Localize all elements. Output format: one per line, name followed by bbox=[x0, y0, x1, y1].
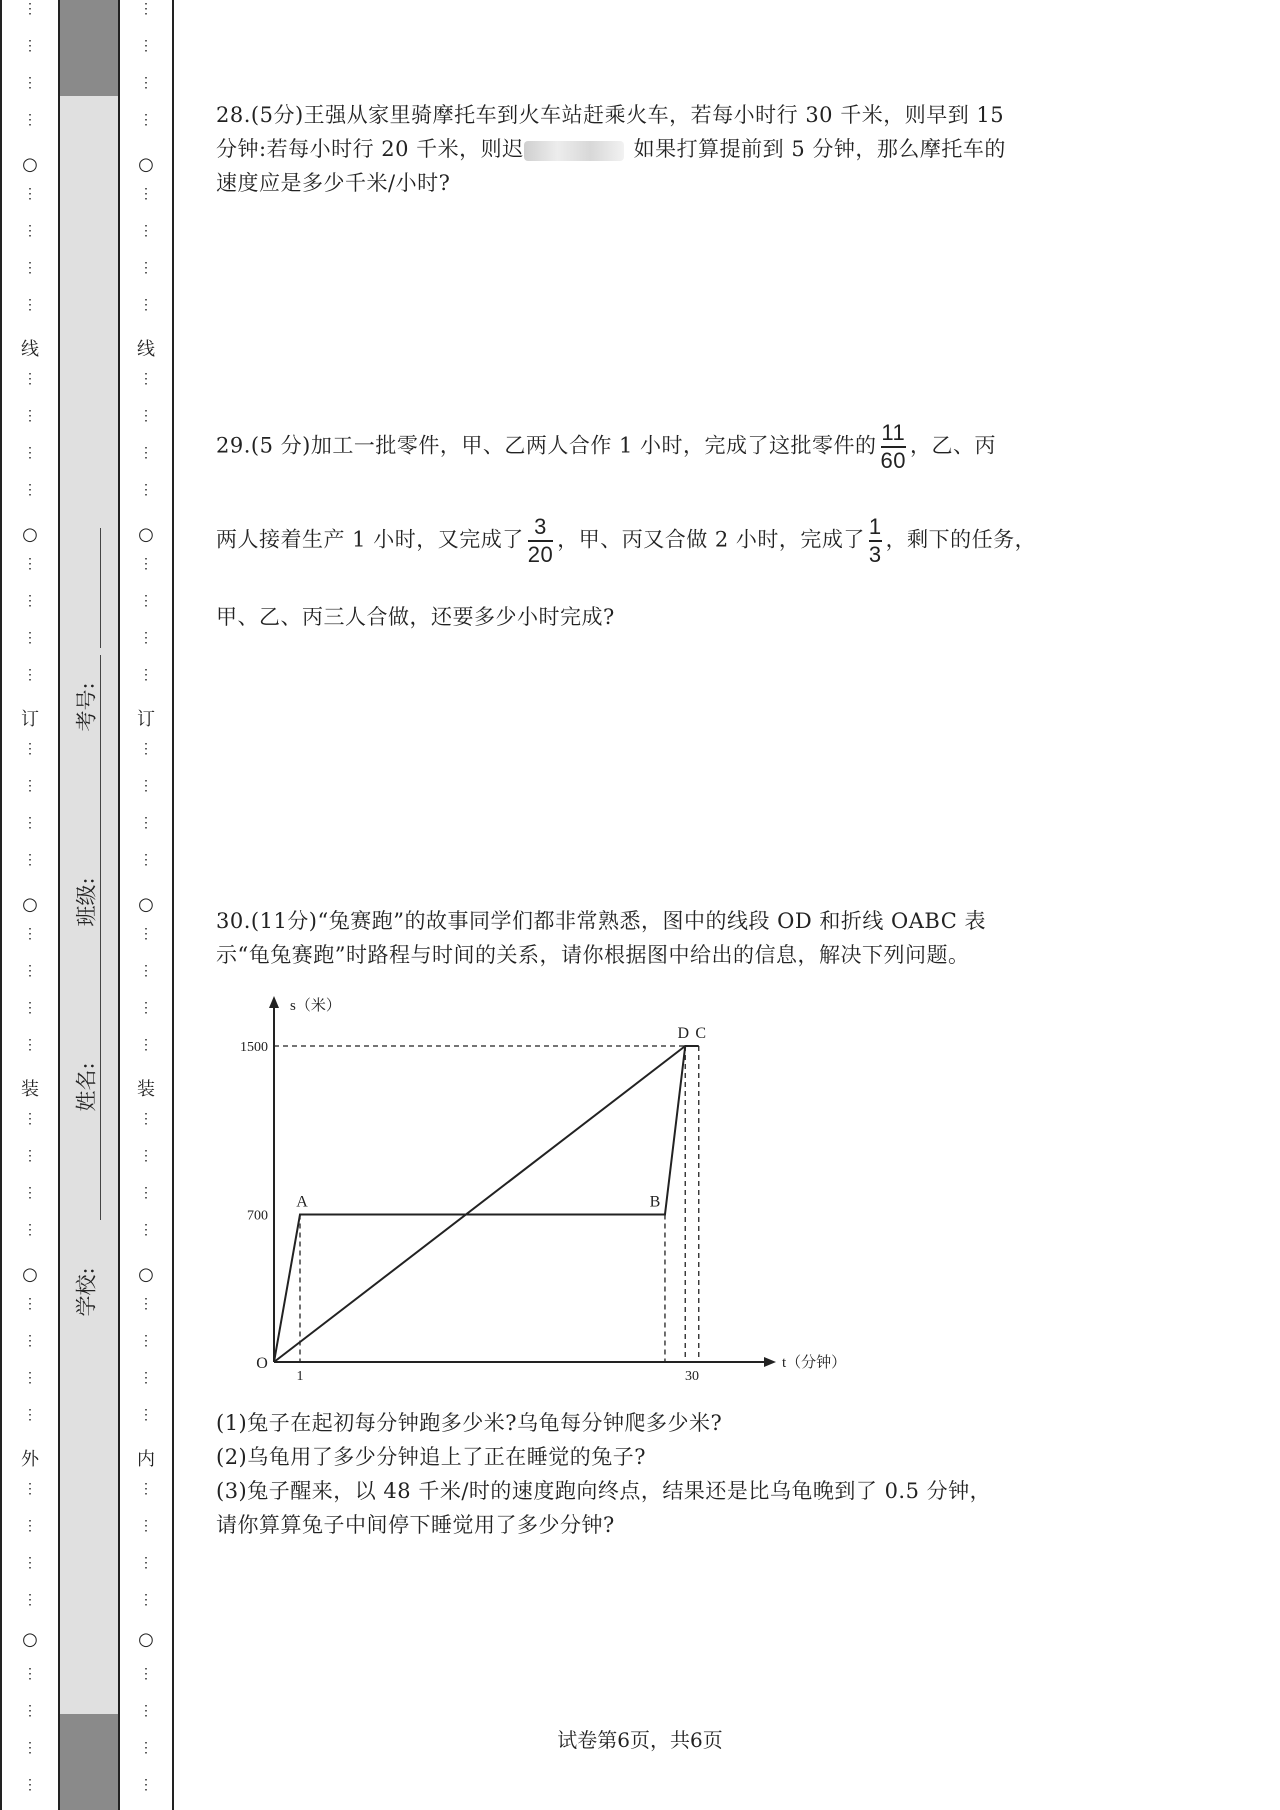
frac-num: 1 bbox=[868, 514, 882, 539]
margin-dots: ⋮ bbox=[23, 1185, 37, 1201]
q30-line2: 示“龟兔赛跑”时路程与时间的关系，请你根据图中给出的信息，解决下列问题。 bbox=[216, 943, 970, 967]
question-28 bbox=[216, 98, 1066, 200]
margin-dots: ⋮ bbox=[23, 1666, 37, 1682]
margin-label-0: 线 bbox=[137, 339, 155, 360]
q28-line2 bbox=[216, 132, 1066, 166]
margin-dots: ⋮ bbox=[23, 1037, 37, 1053]
q30-sub1: (1)兔子在起初每分钟跑多少米?乌龟每分钟爬多少米? bbox=[216, 1411, 723, 1435]
margin-dots: ⋮ bbox=[139, 1333, 153, 1349]
margin-dots: ⋮ bbox=[139, 593, 153, 609]
class-field bbox=[58, 860, 116, 960]
q28-line2-a: 分钟:若每小时行 20 千米，则迟 bbox=[216, 137, 524, 161]
margin-dots: ⋮ bbox=[23, 112, 37, 128]
margin-dots: ⋮ bbox=[139, 371, 153, 387]
margin-dots: ⋮ bbox=[139, 1000, 153, 1016]
margin-dots: ⋮ bbox=[139, 1592, 153, 1608]
margin-dots: ⋮ bbox=[139, 1222, 153, 1238]
q30-sub3: (3)兔子醒来，以 48 千米/时的速度跑向终点，结果还是比乌龟晚到了 0.5 分钟， bbox=[216, 1479, 992, 1503]
margin-circle: ○ bbox=[138, 154, 154, 175]
margin-dots: ⋮ bbox=[139, 741, 153, 757]
margin-circle: ○ bbox=[22, 154, 38, 175]
exam-id-label: 考号: bbox=[74, 682, 99, 732]
margin-circle: ○ bbox=[138, 894, 154, 915]
margin-dots: ⋮ bbox=[139, 1, 153, 17]
margin-label-3: 内 bbox=[137, 1449, 155, 1470]
margin-circle: ○ bbox=[22, 524, 38, 545]
margin-dots: ⋮ bbox=[139, 482, 153, 498]
margin-label-2: 装 bbox=[21, 1079, 39, 1100]
margin-dots: ⋮ bbox=[23, 815, 37, 831]
q28-line1: 28.(5分)王强从家里骑摩托车到火车站赶乘火车，若每小时行 30 千米，则早到 15 bbox=[216, 103, 1005, 127]
margin-dots: ⋮ bbox=[23, 1518, 37, 1534]
margin-dots: ⋮ bbox=[23, 1555, 37, 1571]
fraction-11-60 bbox=[881, 420, 906, 474]
distance-time-chart bbox=[230, 980, 930, 1380]
margin-dots: ⋮ bbox=[139, 1185, 153, 1201]
margin-dots: ⋮ bbox=[23, 482, 37, 498]
class-label: 班级: bbox=[74, 877, 99, 927]
blurred-text bbox=[524, 141, 624, 161]
margin-dots: ⋮ bbox=[139, 556, 153, 572]
name-label: 姓名: bbox=[74, 1062, 99, 1112]
margin-dots: ⋮ bbox=[23, 963, 37, 979]
margin-dots: ⋮ bbox=[139, 815, 153, 831]
question-29-line3 bbox=[216, 600, 1066, 634]
outer-margin-column bbox=[0, 0, 60, 1810]
margin-dots: ⋮ bbox=[23, 556, 37, 572]
q29-text-b: ，乙、丙 bbox=[910, 433, 997, 458]
margin-dots: ⋮ bbox=[139, 1407, 153, 1423]
y-tick-1500: 1500 bbox=[240, 1040, 268, 1055]
q29-text-a: 29.(5 分)加工一批零件，甲、乙两人合作 1 小时，完成了这批零件的 bbox=[216, 433, 877, 458]
margin-dots: ⋮ bbox=[23, 445, 37, 461]
margin-dark-band-top bbox=[58, 0, 120, 96]
question-29-line2 bbox=[216, 514, 1066, 568]
margin-label-1: 订 bbox=[21, 709, 39, 730]
y-tick-700: 700 bbox=[247, 1208, 268, 1224]
margin-dots: ⋮ bbox=[23, 1740, 37, 1756]
margin-dots: ⋮ bbox=[23, 593, 37, 609]
q29-text-f: 甲、乙、丙三人合做，还要多少小时完成? bbox=[216, 605, 615, 629]
margin-dots: ⋮ bbox=[23, 778, 37, 794]
fraction-1-3 bbox=[869, 514, 882, 568]
margin-dots: ⋮ bbox=[139, 186, 153, 202]
page-footer: 试卷第6页，共6页 bbox=[557, 1728, 723, 1752]
q28-line3: 速度应是多少千米/小时? bbox=[216, 171, 451, 195]
margin-circle: ○ bbox=[22, 894, 38, 915]
margin-dots: ⋮ bbox=[139, 297, 153, 313]
margin-dots: ⋮ bbox=[139, 778, 153, 794]
point-label-b: B bbox=[649, 1193, 661, 1211]
margin-dots: ⋮ bbox=[23, 260, 37, 276]
x-axis-arrow bbox=[764, 1357, 776, 1367]
point-label-a: A bbox=[296, 1193, 308, 1211]
margin-dots: ⋮ bbox=[23, 1111, 37, 1127]
margin-dots: ⋮ bbox=[139, 630, 153, 646]
margin-dots: ⋮ bbox=[139, 667, 153, 683]
exam-id-field bbox=[58, 665, 116, 765]
school-field bbox=[58, 1240, 116, 1360]
margin-dots: ⋮ bbox=[23, 1296, 37, 1312]
margin-dots: ⋮ bbox=[139, 1740, 153, 1756]
margin-label-2: 装 bbox=[137, 1079, 155, 1100]
margin-dots: ⋮ bbox=[139, 223, 153, 239]
margin-dots: ⋮ bbox=[139, 1666, 153, 1682]
margin-dots: ⋮ bbox=[139, 75, 153, 91]
margin-dots: ⋮ bbox=[139, 1555, 153, 1571]
series-od-line bbox=[274, 1046, 685, 1362]
x-tick-1: 1 bbox=[296, 1369, 304, 1380]
margin-dots: ⋮ bbox=[23, 297, 37, 313]
margin-dots: ⋮ bbox=[23, 75, 37, 91]
x-tick-30: 30 bbox=[685, 1369, 699, 1380]
frac-den: 3 bbox=[868, 541, 882, 567]
margin-dots: ⋮ bbox=[139, 926, 153, 942]
margin-dots: ⋮ bbox=[23, 1333, 37, 1349]
margin-dots: ⋮ bbox=[23, 1222, 37, 1238]
margin-dots: ⋮ bbox=[23, 1000, 37, 1016]
margin-dots: ⋮ bbox=[23, 371, 37, 387]
margin-dots: ⋮ bbox=[139, 1703, 153, 1719]
q29-text-d: ，甲、丙又合做 2 小时，完成了 bbox=[557, 527, 865, 552]
margin-dots: ⋮ bbox=[23, 1592, 37, 1608]
q30-line1: 30.(11分)“兔赛跑”的故事同学们都非常熟悉，图中的线段 OD 和折线 OABC 表 bbox=[216, 909, 986, 933]
margin-circle: ○ bbox=[138, 1629, 154, 1650]
q29-text-c: 两人接着生产 1 小时，又完成了 bbox=[216, 527, 524, 552]
margin-dots: ⋮ bbox=[23, 852, 37, 868]
frac-num: 11 bbox=[881, 420, 906, 445]
margin-dots: ⋮ bbox=[23, 741, 37, 757]
q30-sub2: (2)乌龟用了多少分钟追上了正在睡觉的兔子? bbox=[216, 1445, 647, 1469]
margin-dots: ⋮ bbox=[139, 1111, 153, 1127]
inner-margin-column bbox=[116, 0, 176, 1810]
margin-dots: ⋮ bbox=[139, 1518, 153, 1534]
margin-dots: ⋮ bbox=[139, 852, 153, 868]
q28-line2-b: 如果打算提前到 5 分钟，那么摩托车的 bbox=[633, 137, 1006, 161]
margin-dots: ⋮ bbox=[23, 1148, 37, 1164]
margin-dots: ⋮ bbox=[23, 1407, 37, 1423]
series-oabc-line bbox=[274, 1046, 699, 1362]
margin-dots: ⋮ bbox=[23, 667, 37, 683]
margin-label-0: 线 bbox=[21, 339, 39, 360]
margin-dots: ⋮ bbox=[139, 1370, 153, 1386]
margin-right-border bbox=[172, 0, 174, 1810]
x-axis-label: t（分钟） bbox=[782, 1355, 847, 1371]
margin-dots: ⋮ bbox=[139, 260, 153, 276]
q30-sub4: 请你算算兔子中间停下睡觉用了多少分钟? bbox=[216, 1513, 615, 1537]
margin-dots: ⋮ bbox=[139, 112, 153, 128]
y-axis-label: s（米） bbox=[290, 998, 341, 1014]
margin-dots: ⋮ bbox=[23, 630, 37, 646]
margin-dots: ⋮ bbox=[139, 1296, 153, 1312]
margin-label-3: 外 bbox=[21, 1449, 39, 1470]
margin-dots: ⋮ bbox=[139, 963, 153, 979]
frac-den: 20 bbox=[527, 541, 554, 567]
question-30-subquestions bbox=[216, 1406, 1066, 1542]
margin-dots: ⋮ bbox=[139, 408, 153, 424]
margin-label-1: 订 bbox=[137, 709, 155, 730]
margin-dots: ⋮ bbox=[23, 38, 37, 54]
margin-circle: ○ bbox=[138, 524, 154, 545]
frac-num: 3 bbox=[534, 514, 547, 539]
frac-den: 60 bbox=[880, 447, 907, 473]
q29-text-e: ，剩下的任务， bbox=[885, 527, 1037, 552]
y-axis-arrow bbox=[269, 996, 279, 1008]
margin-dots: ⋮ bbox=[139, 1148, 153, 1164]
margin-dots: ⋮ bbox=[23, 1703, 37, 1719]
point-label-d: D bbox=[677, 1025, 690, 1042]
margin-dots: ⋮ bbox=[139, 445, 153, 461]
margin-dots: ⋮ bbox=[139, 1481, 153, 1497]
question-29 bbox=[216, 420, 1066, 474]
margin-dots: ⋮ bbox=[23, 1481, 37, 1497]
point-label-c: C bbox=[695, 1025, 707, 1042]
margin-dots: ⋮ bbox=[139, 38, 153, 54]
school-label: 学校: bbox=[74, 1267, 99, 1317]
margin-circle: ○ bbox=[22, 1264, 38, 1285]
margin-dots: ⋮ bbox=[23, 926, 37, 942]
fraction-3-20 bbox=[528, 514, 553, 568]
margin-dots: ⋮ bbox=[23, 1, 37, 17]
margin-dots: ⋮ bbox=[139, 1777, 153, 1793]
margin-circle: ○ bbox=[22, 1629, 38, 1650]
margin-dots: ⋮ bbox=[23, 1370, 37, 1386]
margin-dots: ⋮ bbox=[23, 223, 37, 239]
origin-label: O bbox=[256, 1355, 268, 1372]
margin-dots: ⋮ bbox=[139, 1037, 153, 1053]
margin-dots: ⋮ bbox=[23, 186, 37, 202]
margin-dots: ⋮ bbox=[23, 1777, 37, 1793]
margin-dots: ⋮ bbox=[23, 408, 37, 424]
exam-id-line bbox=[100, 528, 101, 648]
question-30 bbox=[216, 904, 1066, 972]
name-field bbox=[58, 1045, 116, 1145]
margin-circle: ○ bbox=[138, 1264, 154, 1285]
